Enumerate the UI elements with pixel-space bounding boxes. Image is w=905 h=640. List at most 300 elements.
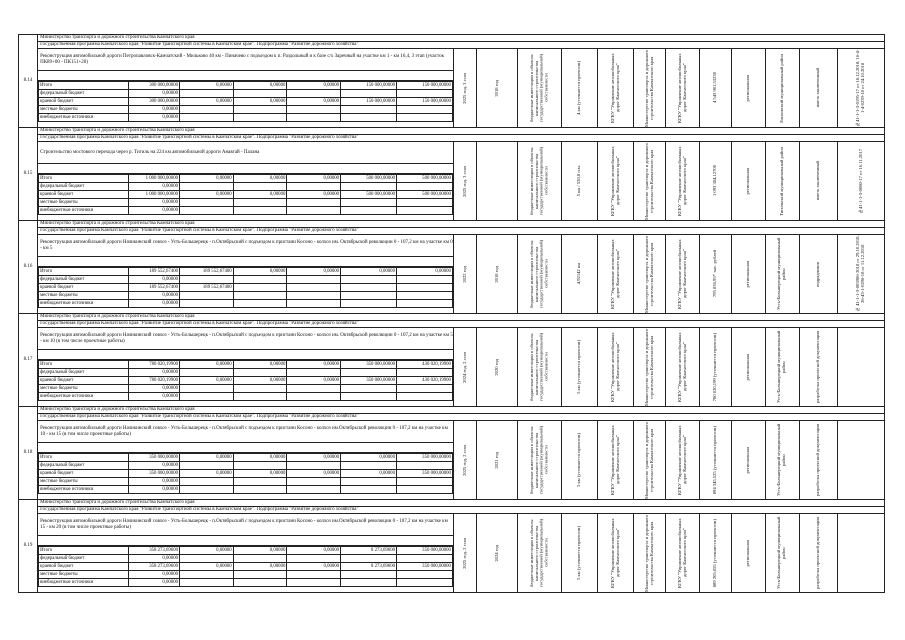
vertical-text: бюджетные инвестиции в объекты капитального строительства государственной (муниципальной) собственности — [528, 53, 549, 123]
row-number: 8.18 — [19, 407, 38, 500]
finance-row — [39, 563, 453, 571]
finance-value: 0,00000 — [341, 470, 397, 478]
finance-value: 0,00000 — [180, 175, 234, 183]
finance-value: 0,00000 — [180, 361, 234, 369]
finance-row — [39, 98, 453, 106]
vertical-text: 2024 год, 2 этап — [461, 351, 467, 383]
finance-value: 8 273,69600 — [341, 547, 397, 555]
finance-value — [233, 300, 287, 308]
finance-value: 189 552,67400 — [128, 268, 179, 276]
finance-label: федеральный бюджет — [39, 555, 128, 563]
finance-value — [180, 199, 234, 207]
finance-value: 0,00000 — [128, 183, 179, 191]
finance-value — [396, 284, 452, 292]
vertical-cell-2 — [517, 514, 562, 593]
finance-value: 0,00000 — [180, 547, 234, 555]
finance-value — [233, 90, 287, 98]
finance-value: 0,00000 — [128, 555, 179, 563]
vertical-cell-0 — [453, 142, 476, 221]
finance-value: 0,00000 — [180, 191, 234, 199]
finance-value: 189 552,67400 — [180, 268, 234, 276]
finance-value — [180, 90, 234, 98]
finance-value — [180, 106, 234, 114]
finance-value: 780 020,19900 — [128, 361, 179, 369]
vertical-text: Министерство транспорта и дорожного строительства Камчатского края — [643, 142, 654, 220]
finance-label: краевой бюджет — [39, 470, 128, 478]
ministry-line: Министерство транспорта и дорожного строительства Камчатского края — [38, 221, 885, 228]
vertical-cell-7 — [700, 514, 732, 593]
vertical-text: бюджетные инвестиции в объекты капитального строительства государственной (муниципальной) собственности — [528, 146, 549, 216]
vertical-cell-7 — [700, 49, 732, 128]
vertical-cell-10 — [799, 49, 837, 128]
vertical-text: региональная — [744, 167, 750, 195]
finance-value: 0,00000 — [128, 276, 179, 284]
vertical-cell-7 — [700, 142, 732, 221]
finance-value: 0,00000 — [341, 268, 397, 276]
vertical-text: КГКУ "Управление автомобильных дорог Камчатского края" — [609, 53, 620, 123]
program-line: Государственная программа Камчатского края "Развитие транспортной системы в Камчатском крае". Подпрограмма "Развитие дорожного хозяйства" — [38, 321, 885, 328]
vertical-text: КГКУ "Управление автомобильных дорог Камчатского края" — [676, 239, 687, 309]
spacer — [38, 71, 454, 81]
finance-value: 350 000,00000 — [128, 454, 179, 462]
finance-value: 0,00000 — [128, 579, 179, 587]
vertical-cell-4 — [598, 328, 634, 407]
vertical-cell-5 — [634, 142, 666, 221]
finance-row — [39, 547, 453, 555]
vertical-cell-1 — [477, 328, 517, 407]
finance-value: 0,00000 — [128, 369, 179, 377]
program-line: Государственная программа Камчатского края "Развитие транспортной системы в Камчатском крае". Подпрограмма "Развитие дорожного хозяйства" — [38, 414, 885, 421]
vertical-text: 2025 год, 2 этап — [461, 537, 467, 569]
finance-value: 0,00000 — [233, 82, 287, 90]
vertical-cell-4 — [598, 49, 634, 128]
finance-value: 0,00000 — [128, 199, 179, 207]
vertical-cell-9 — [765, 328, 799, 407]
finance-label: федеральный бюджет — [39, 183, 128, 191]
finance-row — [39, 106, 453, 114]
finance-value: 350 000,00000 — [396, 470, 452, 478]
finance-value — [341, 486, 397, 494]
finance-value — [287, 90, 341, 98]
vertical-cell-11 — [837, 421, 884, 500]
finance-label: местные бюджеты — [39, 571, 128, 579]
finance-value: 500 000,00000 — [341, 191, 397, 199]
object-description: Реконструкция автомобильной дороги Начикинский совхоз - Усть-Большерецк - п.Октябрьский с подъездом к пристани Косоно - колхоз им.Октябрьской революции 0 - 107,2 км на участке км 10 - км 15 (в том числе проектные работы) — [38, 421, 454, 443]
vertical-cell-4 — [598, 142, 634, 221]
finance-value: 0,00000 — [128, 114, 179, 122]
finance-value: 350 000,00000 — [396, 547, 452, 555]
finance-value: 189 552,67400 — [180, 284, 234, 292]
document-page — [18, 34, 885, 593]
finance-value: 0,00000 — [128, 478, 179, 486]
vertical-cell-6 — [666, 49, 700, 128]
finance-value — [396, 276, 452, 284]
vertical-cell-2 — [517, 235, 562, 314]
row-number: 8.17 — [19, 314, 38, 407]
finance-value: 350 000,00000 — [128, 470, 179, 478]
finance-value: 1 000 000,00000 — [128, 191, 179, 199]
vertical-cell-9 — [765, 49, 799, 128]
vertical-cell-4 — [598, 514, 634, 593]
finance-label: внебюджетные источники — [39, 114, 128, 122]
finance-row — [39, 183, 453, 191]
vertical-cell-1 — [477, 421, 517, 500]
finance-value: 150 000,00000 — [396, 98, 452, 106]
vertical-cell-11 — [837, 142, 884, 221]
finance-row — [39, 369, 453, 377]
finance-row — [39, 114, 453, 122]
object-description: Реконструкция автомобильной дороги Начикинский совхоз - Усть-Большерецк - п.Октябрьский с подъездом к пристани Косоно - колхоз им. Октябрьской революции 0 - 107,2 км на участке км 0 - км 5 — [38, 235, 454, 257]
finance-row — [39, 571, 453, 579]
vertical-text: 2018 год — [493, 265, 499, 283]
finance-value — [233, 385, 287, 393]
finance-value: 189 552,67400 — [128, 284, 179, 292]
finance-value — [233, 114, 287, 122]
finance-value: 0,00000 — [287, 98, 341, 106]
vertical-cell-5 — [634, 328, 666, 407]
vertical-cell-1 — [477, 142, 517, 221]
finance-value — [287, 114, 341, 122]
finance-value: 500 000,00000 — [396, 191, 452, 199]
finance-value: 8 273,69600 — [341, 563, 397, 571]
finance-value: 0,00000 — [233, 361, 287, 369]
finance-row — [39, 284, 453, 292]
vertical-cell-2 — [517, 328, 562, 407]
finance-value — [233, 207, 287, 215]
finance-row — [39, 276, 453, 284]
ministry-line: Министерство транспорта и дорожного строительства Камчатского края — [38, 500, 885, 507]
vertical-text: Усть-Большерецкий муниципальный район — [776, 330, 787, 404]
vertical-cell-2 — [517, 142, 562, 221]
finance-value — [180, 114, 234, 122]
vertical-cell-4 — [598, 235, 634, 314]
vertical-cell-6 — [666, 142, 700, 221]
vertical-text: 5 км (уточняется проектом) — [576, 433, 582, 487]
finance-row — [39, 454, 453, 462]
vertical-text: региональная — [744, 260, 750, 288]
finance-value — [233, 393, 287, 401]
finance-value: 150 000,00000 — [341, 82, 397, 90]
vertical-text: 5 км (уточняется проектом) — [576, 526, 582, 580]
finance-value — [233, 183, 287, 191]
vertical-cell-11 — [837, 49, 884, 128]
row-number: 8.19 — [19, 500, 38, 593]
finance-value: 0,00000 — [287, 454, 341, 462]
finance-value — [396, 478, 452, 486]
finance-label: местные бюджеты — [39, 478, 128, 486]
finance-label: местные бюджеты — [39, 106, 128, 114]
finance-value — [180, 571, 234, 579]
vertical-cell-3 — [562, 328, 598, 407]
vertical-cell-8 — [731, 514, 765, 593]
finance-value — [287, 207, 341, 215]
finance-block — [38, 453, 454, 500]
finance-value: 500 000,00000 — [341, 175, 397, 183]
vertical-text: КГКУ "Управление автомобильных дорог Камчатского края" — [609, 425, 620, 495]
finance-value — [287, 276, 341, 284]
finance-row — [39, 470, 453, 478]
finance-row — [39, 478, 453, 486]
vertical-text: КГКУ "Управление автомобильных дорог Камчатского края" — [609, 146, 620, 216]
vertical-text: бюджетные инвестиции в объекты капитального строительства государственной (муниципальной) собственности — [528, 518, 549, 588]
finance-label: Итого — [39, 547, 128, 555]
finance-value — [180, 393, 234, 401]
vertical-text: иметь заключенный — [814, 68, 820, 108]
finance-value: 0,00000 — [233, 377, 287, 385]
spacer — [38, 443, 454, 453]
vertical-text: бюджетные инвестиции в объекты капитального строительства государственной (муниципальной) собственности — [528, 239, 549, 309]
finance-value: 0,00000 — [233, 268, 287, 276]
finance-value — [341, 207, 397, 215]
finance-value — [233, 462, 287, 470]
finance-value: 0,00000 — [341, 454, 397, 462]
finance-value — [287, 579, 341, 587]
finance-value: 0,00000 — [287, 175, 341, 183]
vertical-text: Усть-Большерецкий муниципальный район — [776, 237, 787, 311]
finance-value — [180, 292, 234, 300]
vertical-cell-10 — [799, 421, 837, 500]
program-line: Государственная программа Камчатского края "Развитие транспортной системы в Камчатском крае". Подпрограмма "Развитие дорожного хозяйства" — [38, 42, 885, 49]
vertical-cell-10 — [799, 328, 837, 407]
finance-label: краевой бюджет — [39, 377, 128, 385]
vertical-cell-6 — [666, 421, 700, 500]
program-line: Государственная программа Камчатского края "Развитие транспортной системы в Камчатском крае". Подпрограмма "Развитие дорожного хозяйства" — [38, 135, 885, 142]
vertical-cell-3 — [562, 421, 598, 500]
vertical-text: бюджетные инвестиции в объекты капитального строительства государственной (муниципальной) собственности — [528, 425, 549, 495]
vertical-text: №41-1-1-3-0080-17 от 16.11.2017 — [857, 148, 863, 214]
vertical-text: 5 км / 530,8 п.м. — [576, 165, 582, 197]
finance-value — [396, 369, 452, 377]
vertical-cell-3 — [562, 49, 598, 128]
finance-value — [396, 393, 452, 401]
finance-value — [287, 199, 341, 207]
finance-value: 0,00000 — [128, 90, 179, 98]
finance-row — [39, 191, 453, 199]
vertical-cell-0 — [453, 421, 476, 500]
finance-value: 0,00000 — [180, 98, 234, 106]
vertical-cell-4 — [598, 421, 634, 500]
vertical-text: 2021 год — [493, 451, 499, 469]
finance-row — [39, 579, 453, 587]
vertical-cell-7 — [700, 328, 732, 407]
finance-value — [341, 90, 397, 98]
finance-value — [396, 571, 452, 579]
finance-value: 430 020,19900 — [396, 377, 452, 385]
finance-value — [341, 292, 397, 300]
vertical-text: региональная — [744, 74, 750, 102]
finance-row — [39, 385, 453, 393]
vertical-cell-10 — [799, 514, 837, 593]
finance-value: 0,00000 — [287, 361, 341, 369]
finance-block — [38, 546, 454, 593]
vertical-text: Тигильский муниципальный район — [778, 146, 784, 216]
vertical-cell-5 — [634, 421, 666, 500]
row-number: 8.14 — [19, 35, 38, 128]
vertical-cell-6 — [666, 235, 700, 314]
finance-value — [180, 207, 234, 215]
finance-value — [180, 462, 234, 470]
spacer — [38, 257, 454, 267]
finance-row — [39, 462, 453, 470]
finance-value — [287, 369, 341, 377]
vertical-cell-11 — [837, 514, 884, 593]
finance-value — [287, 571, 341, 579]
vertical-text: разработка проектной документации — [814, 330, 820, 404]
finance-value: 350 000,00000 — [341, 361, 397, 369]
vertical-cell-1 — [477, 49, 517, 128]
finance-value — [396, 199, 452, 207]
finance-value — [180, 369, 234, 377]
vertical-text: Министерство транспорта и дорожного строительства Камчатского края — [643, 235, 654, 313]
vertical-text: Министерство транспорта и дорожного строительства Камчатского края — [643, 49, 654, 127]
finance-value — [396, 555, 452, 563]
finance-value — [396, 106, 452, 114]
vertical-cell-5 — [634, 49, 666, 128]
vertical-cell-0 — [453, 328, 476, 407]
vertical-cell-0 — [453, 514, 476, 593]
finance-value — [180, 300, 234, 308]
vertical-text: 4,92142 км — [576, 263, 582, 285]
finance-table — [38, 360, 453, 401]
vertical-cell-2 — [517, 421, 562, 500]
vertical-cell-8 — [731, 235, 765, 314]
finance-value — [180, 183, 234, 191]
vertical-text: КГКУ "Управление автомобильных дорог Камчатского края" — [676, 53, 687, 123]
vertical-text: 780 020,199 (уточняется проектом) — [712, 332, 718, 402]
finance-value — [396, 579, 452, 587]
finance-value: 350 000,00000 — [341, 377, 397, 385]
finance-value: 150 000,00000 — [341, 98, 397, 106]
finance-value: 0,00000 — [180, 377, 234, 385]
ministry-line: Министерство транспорта и дорожного строительства Камчатского края — [38, 128, 885, 135]
finance-row — [39, 199, 453, 207]
vertical-text: №41-1-1-3-0195-17 от 18.12.2018, 16-4-1-4-0239-18 от 24.10.2018 — [855, 49, 865, 127]
finance-label: внебюджетные источники — [39, 207, 128, 215]
finance-table — [38, 453, 453, 494]
finance-value — [233, 106, 287, 114]
object-description: Реконструкция автомобильной дороги Начикинский совхоз - Усть-Большерецк - п.Октябрьский с подъездом к пристани Косоно - колхоз им. Октябрьской революции 0 - 107,2 км на участке км 5 - км 10 (в том числе проектные работы) — [38, 328, 454, 350]
vertical-text: 1 093 304,12700 — [712, 165, 718, 197]
vertical-text: разработка проектной документации — [814, 516, 820, 590]
vertical-text: КГКУ "Управление автомобильных дорог Камчатского края" — [676, 146, 687, 216]
finance-value — [341, 571, 397, 579]
finance-value — [287, 106, 341, 114]
vertical-text: 889 205,055 (уточняется проектом) — [712, 518, 718, 588]
finance-row — [39, 486, 453, 494]
finance-value — [396, 462, 452, 470]
finance-value — [341, 555, 397, 563]
finance-label: федеральный бюджет — [39, 369, 128, 377]
finance-value: 0,00000 — [128, 207, 179, 215]
vertical-cell-8 — [731, 142, 765, 221]
finance-value — [341, 385, 397, 393]
vertical-text: 2020 год — [493, 358, 499, 376]
finance-label: Итого — [39, 361, 128, 369]
vertical-cell-10 — [799, 142, 837, 221]
finance-table — [38, 546, 453, 587]
finance-value: 0,00000 — [287, 547, 341, 555]
finance-label: местные бюджеты — [39, 292, 128, 300]
finance-value: 0,00000 — [396, 268, 452, 276]
finance-value — [396, 300, 452, 308]
finance-value: 0,00000 — [287, 377, 341, 385]
finance-value: 358 273,69600 — [128, 547, 179, 555]
vertical-cell-2 — [517, 49, 562, 128]
vertical-cell-0 — [453, 235, 476, 314]
program-line: Государственная программа Камчатского края "Развитие транспортной системы в Камчатском крае". Подпрограмма "Развитие дорожного хозяйства" — [38, 507, 885, 514]
vertical-cell-9 — [765, 421, 799, 500]
finance-value — [233, 579, 287, 587]
vertical-text: региональная — [744, 353, 750, 381]
vertical-text: КГКУ "Управление автомобильных дорог Камчатского края" — [676, 518, 687, 588]
vertical-text: 795 836,95* тыс. рублей — [712, 250, 718, 298]
finance-value: 0,00000 — [233, 454, 287, 462]
vertical-text: 2018 год — [493, 79, 499, 97]
finance-row — [39, 361, 453, 369]
finance-value — [396, 207, 452, 215]
finance-label: краевой бюджет — [39, 191, 128, 199]
finance-label: внебюджетные источники — [39, 486, 128, 494]
finance-label: федеральный бюджет — [39, 462, 128, 470]
vertical-text: 2025 год, 3 этап — [461, 165, 467, 197]
finance-value — [233, 369, 287, 377]
finance-value: 0,00000 — [287, 470, 341, 478]
finance-value — [341, 393, 397, 401]
finance-value: 0,00000 — [180, 470, 234, 478]
finance-value: 150 000,00000 — [396, 82, 452, 90]
finance-value: 0,00000 — [128, 486, 179, 494]
finance-block — [38, 81, 454, 128]
vertical-cell-7 — [700, 421, 732, 500]
finance-value: 0,00000 — [128, 106, 179, 114]
finance-block — [38, 174, 454, 221]
vertical-cell-10 — [799, 235, 837, 314]
finance-value — [341, 114, 397, 122]
spacer — [38, 536, 454, 546]
finance-label: Итого — [39, 268, 128, 276]
vertical-text: КГКУ "Управление автомобильных дорог Камчатского края" — [676, 425, 687, 495]
finance-value — [287, 300, 341, 308]
vertical-cell-7 — [700, 235, 732, 314]
vertical-cell-5 — [634, 235, 666, 314]
ministry-line: Министерство транспорта и дорожного строительства Камчатского края — [38, 314, 885, 321]
finance-value: 1 000 000,00000 — [128, 175, 179, 183]
finance-value — [396, 385, 452, 393]
vertical-text: 2024 год — [493, 544, 499, 562]
vertical-cell-6 — [666, 328, 700, 407]
vertical-text: Усть-Большерецкий муниципальный район — [776, 516, 787, 590]
finance-value: 0,00000 — [233, 98, 287, 106]
finance-value — [341, 284, 397, 292]
finance-label: краевой бюджет — [39, 563, 128, 571]
finance-label: федеральный бюджет — [39, 276, 128, 284]
finance-label: местные бюджеты — [39, 385, 128, 393]
vertical-cell-6 — [666, 514, 700, 593]
vertical-text: Усть-Большерецкий муниципальный район — [776, 423, 787, 497]
finance-value — [341, 183, 397, 191]
vertical-text: бюджетные инвестиции в объекты капитального строительства государственной (муниципальной) собственности — [528, 332, 549, 402]
finance-block — [38, 360, 454, 407]
finance-label: внебюджетные источники — [39, 579, 128, 587]
vertical-cell-9 — [765, 235, 799, 314]
object-description: Строительство мостового перехода через р. Тигиль на 224 км автомобильной дороги Анавгай - Палана — [38, 142, 454, 164]
finance-label: Итого — [39, 454, 128, 462]
vertical-text: иметь заключенный — [814, 161, 820, 201]
finance-value — [233, 555, 287, 563]
finance-value — [341, 579, 397, 587]
finance-value: 0,00000 — [128, 385, 179, 393]
vertical-text: подрядчиков — [814, 261, 820, 287]
